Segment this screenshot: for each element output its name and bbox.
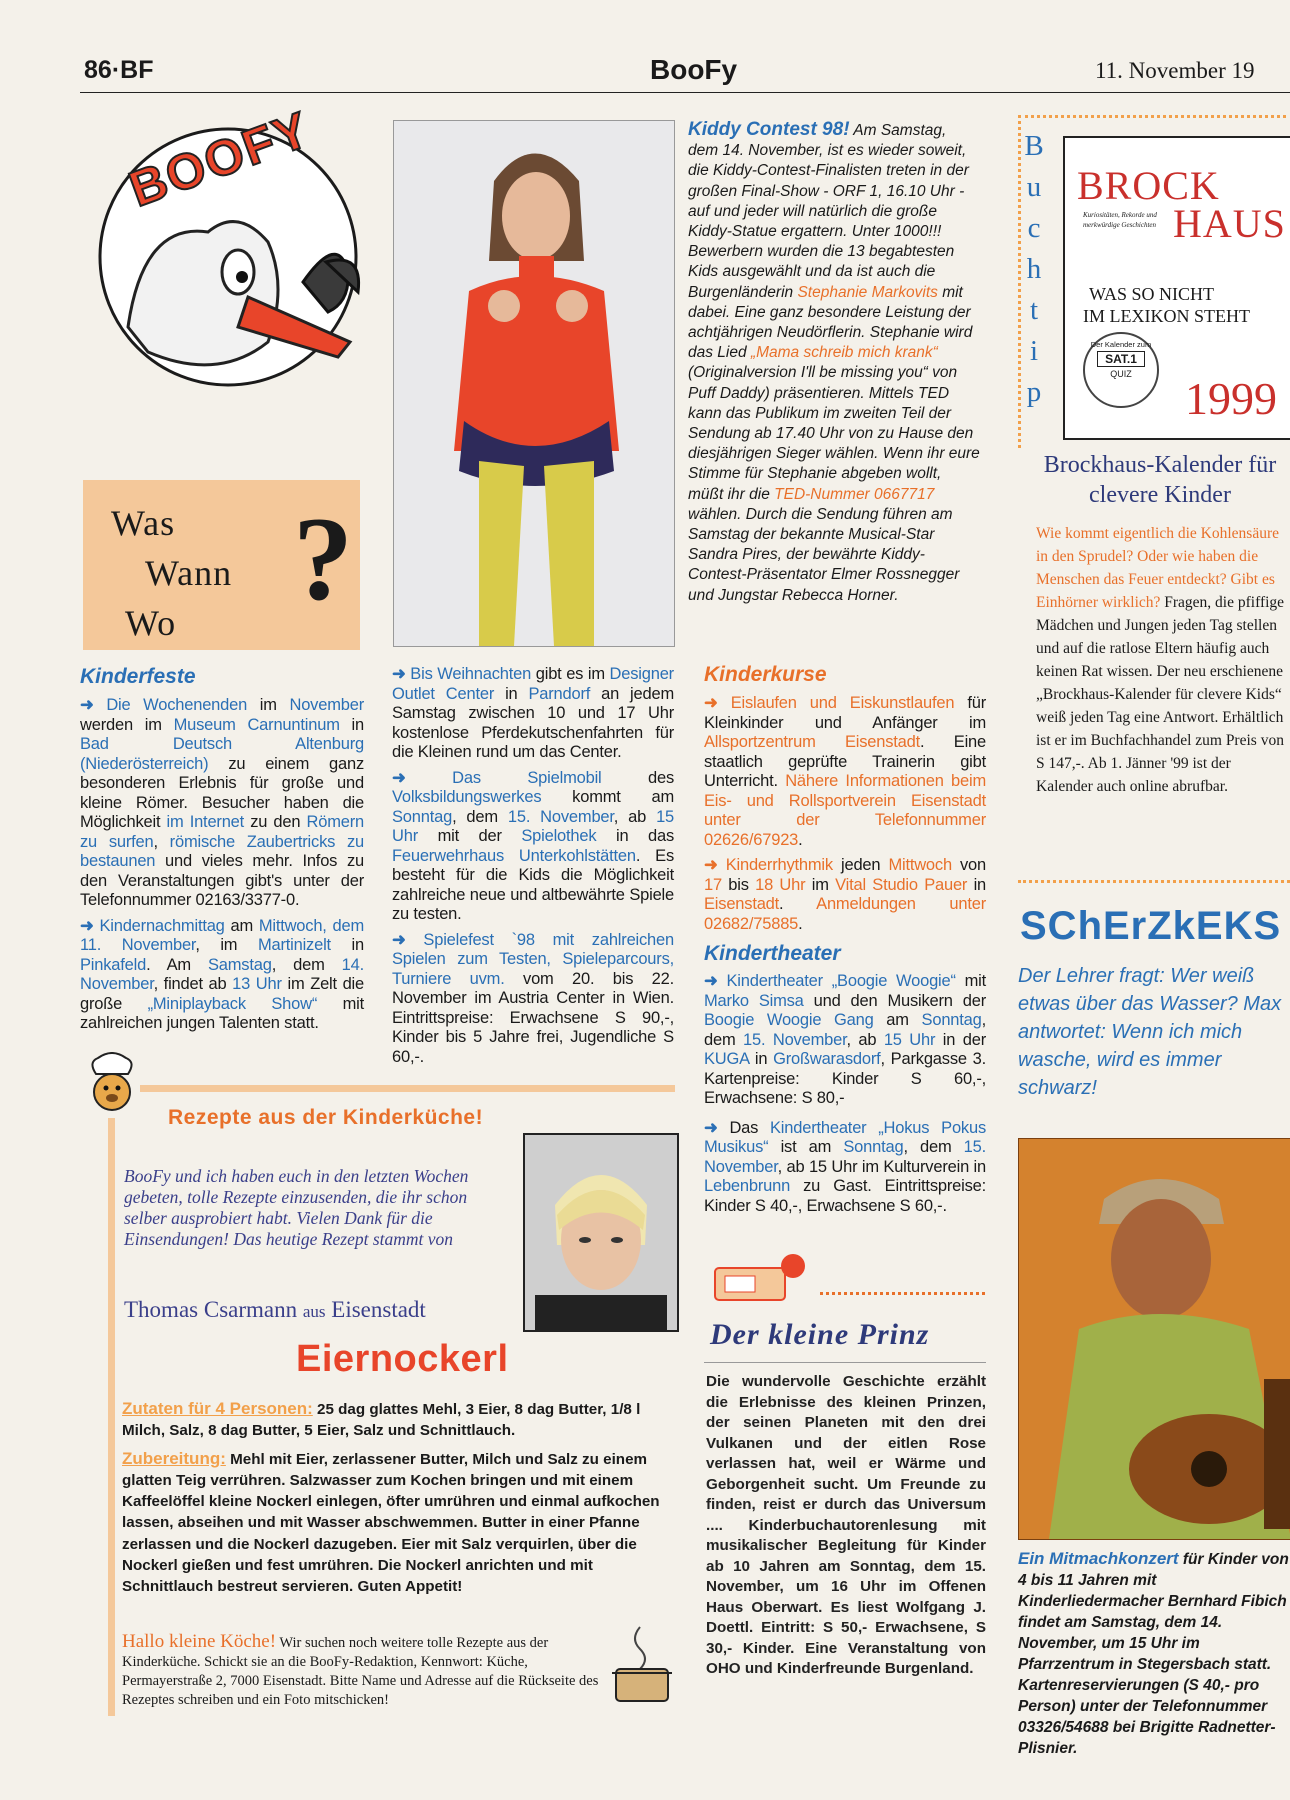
- kinderkurse-heading: Kinderkurse: [704, 663, 827, 686]
- buchtip-letter: i: [1029, 335, 1039, 367]
- text-run: Allsportzentrum Eisenstadt: [704, 733, 921, 751]
- hallo-label: Hallo kleine Köche!: [122, 1631, 277, 1652]
- was-wann-wo-box: [83, 480, 360, 650]
- badge-quiz: QUIZ: [1110, 369, 1132, 379]
- buchtip-letter: c: [1027, 212, 1041, 244]
- sat1-quiz-badge: [1083, 332, 1159, 408]
- text-run: Boogie Woogie Gang: [704, 1011, 874, 1029]
- text-run: , dem: [704, 1011, 986, 1049]
- text-run: römische Zaubertricks zu bestaunen: [80, 832, 364, 870]
- text-run: .: [798, 830, 803, 849]
- text-run: in: [749, 1050, 774, 1068]
- theater-drawing: [705, 1248, 815, 1308]
- text-run: 18 Uhr: [755, 875, 806, 894]
- text-run: Designer Outlet Center: [392, 665, 674, 703]
- text-run: von: [951, 856, 986, 874]
- text-run: , ab: [613, 807, 657, 826]
- buchtip-letter: p: [1026, 376, 1042, 408]
- text-run: im Internet: [166, 813, 245, 831]
- text-run: 14. November: [80, 955, 365, 993]
- zubereitung-text: Mehl mit Eier, zerlassener Butter, Milch und Salz zu einem glatten Teig verrühren. Salzwasser zum Kochen bringen und mit einem Kaffeelöffel kleine Nockerl einlegen, öfter umrühren und einmal aufkochen lassen, abseihen und mit Wasser abschwemmen. Butter in einer Pfanne zerlassen und die Nockerl dazugeben. Eier mit Salz verquirlen, über die Nockerl gießen und fest umrühren. Die Nockerl anrichten und mit Schnittlauch bestreut servieren. Guten Appetit!: [122, 1450, 660, 1596]
- rezept-town: Eisenstadt: [331, 1297, 426, 1322]
- badge-sat: SAT.1: [1097, 351, 1145, 367]
- kinderfeste-text: ➜ Die Wochenenden im November werden im Museum Carnuntinum in Bad Deutsch Altenburg (Niederösterreich) zu einem ganz besonderen Erlebnis für große und kleine Römer. Besucher haben die Möglichkeit im Internet zu den Römern zu surfen, römische Zaubertricks zu bestaunen und vieles mehr. Infos zu den Veranstaltungen gibt's unter der Telefonnummer 02163/3377-0. ➜ Kindernachmittag am Mittwoch, dem 11. November, im Martinizelt in Pinkafeld. Am Samstag, dem 14. November, findet ab 13 Uhr im Zelt die große „Miniplayback Show“ mit zahlreichen jungen Talenten statt.: [80, 696, 365, 1032]
- konzert-body: für Kinder von 4 bis 11 Jahren mit Kinderliedermacher Bernhard Fibich findet am Samstag, dem 14. November, um 15 Uhr im Pfarrzentrum in Stegersbach statt. Kartenreservierungen (S 40,- pro Person) unter der Telefonnummer 03326/54688 bei Brigitte Radnetter-Plisnier.: [1018, 1551, 1289, 1757]
- text-run: Das: [729, 1118, 770, 1137]
- hallo-text: Wir suchen noch weitere tolle Rezepte aus der Kinderküche. Schickt sie an die BooFy-Redaktion, Kennwort: Küche, Permayerstraße 2, 7000 Eisenstadt. Bitte Name und Adresse auf die Rückseite des Rezeptes schreiben und ein Foto mitschicken!: [122, 1635, 599, 1708]
- text-run: Kiddy Contest 98!: [688, 119, 850, 140]
- text-run: Mittwoch, dem 11. November: [80, 916, 364, 954]
- text-run: Großwarasdorf: [773, 1050, 881, 1068]
- text-run: Sonntag: [921, 1011, 982, 1029]
- buchtip-letter: h: [1026, 253, 1042, 285]
- text-run: und vieles mehr. Infos zu den Veranstaltungen gibt's unter der Telefonnummer 02163/3377-0.: [80, 852, 364, 909]
- text-run: , findet ab: [153, 975, 233, 993]
- text-run: Martinizelt: [257, 936, 331, 954]
- text-run: 17: [704, 875, 722, 894]
- text-run: , ab: [846, 1030, 884, 1049]
- text-run: 15. November: [743, 1030, 847, 1049]
- book-sub-1: WAS SO NICHT: [1089, 284, 1215, 304]
- text-run: Am Samstag, dem 14. November, ist es wieder soweit, die Kiddy-Contest-Finalisten treten in der großen Final-Show - ORF 1, 16.10 Uhr - auf und jeder will natürlich die große Kiddy-Statue ergattern. Unter 1000!!! Bewerbern wurden die 13 begabtesten Kids ausgewählt und da ist auch die Burgenländerin: [688, 122, 969, 301]
- text-run: Stephanie Markovits: [797, 283, 938, 301]
- prinz-divider: [820, 1292, 985, 1295]
- text-run: , im: [195, 936, 258, 954]
- rezept-author: Thomas Csarmann: [124, 1297, 298, 1322]
- text-run: Volksbildungswerkes: [392, 788, 542, 806]
- text-run: in: [339, 715, 364, 734]
- brockhaus-orange: Wie kommt eigentlich die Kohlensäure in den Sprudel? Oder wie haben die Menschen das Feuer entdeckt? Gibt es Einhörner wirklich?: [1036, 525, 1279, 611]
- text-run: Bad Deutsch Altenburg (Niederösterreich): [80, 735, 364, 773]
- buchtip-letter: u: [1026, 171, 1042, 203]
- text-run: in: [330, 936, 364, 954]
- brockhaus-text: [1036, 522, 1290, 798]
- rezept-body: [122, 1398, 677, 1598]
- text-run: . Am: [146, 955, 208, 974]
- text-run: zu den: [244, 813, 307, 831]
- book-sub-2: IM LEXIKON STEHT: [1083, 306, 1250, 326]
- header-title: BooFy: [650, 54, 738, 85]
- text-run: des: [601, 768, 674, 787]
- text-run: 15 Uhr: [883, 1030, 936, 1049]
- kinderfeste-heading: Kinderfeste: [80, 665, 196, 688]
- text-run: ,: [153, 832, 170, 851]
- zutaten-label: Zutaten für 4 Personen:: [122, 1399, 313, 1418]
- konzert-text: [1018, 1548, 1290, 1759]
- text-run: Mittwoch: [888, 856, 952, 874]
- buchtip-label: [1018, 126, 1050, 413]
- buchtip-letter: t: [1029, 294, 1039, 326]
- question-mark: ?: [293, 492, 353, 625]
- logo-text: BOOFY: [122, 100, 318, 218]
- text-run: mit dabei. Eine ganz besondere Leistung der achtjährigen Neudörflerin. Stephanie wird das Lied: [688, 283, 973, 362]
- text-run: Feuerwehrhaus Unterkohlstätten: [392, 846, 636, 865]
- prinz-divider-2: [704, 1362, 986, 1363]
- konzert-photo: [1018, 1138, 1290, 1540]
- text-run: werden im: [80, 715, 174, 734]
- middle-events-text: ➜ Bis Weihnachten gibt es im Designer Outlet Center in Parndorf an jedem Samstag zwischen 10 und 17 Uhr kostenlose Pferdekutschenfahrten für die Kleinen rund um das Center. ➜ Das Spielmobil des Volksbildungswerkes kommt am Sonntag, dem 15. November, ab 15 Uhr mit der Spielothek in das Feuerwehrhaus Unterkohlstätten. Es besteht für die Kids die Möglichkeit zahlreiche neue und altbewährte Spiele zu testen. ➜ Spielefest `98 mit zahlreichen Spielen zum Testen, Spieleparcours, Turniere uvm. vom 20. bis 22. November im Austria Center in Wien. Eintrittspreise: Erwachsene S 90,-, Kinder bis 5 Jahre frei, Jugendliche S 60,-.: [392, 665, 675, 1066]
- chef-bear-icon: [84, 1052, 140, 1118]
- www-line-2: Wann: [145, 553, 233, 593]
- kiddy-contest-text: [688, 120, 980, 606]
- text-run: KUGA: [704, 1050, 750, 1068]
- brockhaus-book-cover: [1063, 136, 1290, 440]
- text-run: , Parkgasse 3. Kartenpreise: Kinder S 60,-, Erwachsene: S 80,-: [704, 1050, 986, 1107]
- book-year: 1999: [1185, 373, 1277, 424]
- rezept-author-line: [124, 1297, 426, 1323]
- text-run: Eisenstadt: [704, 895, 780, 913]
- text-run: vom 20. bis 22. November im Austria Center in Wien. Eintrittspreise: Erwachsene S 90,-, Kinder bis 5 Jahre frei, Jugendliche S 60,-.: [392, 969, 674, 1066]
- text-run: mit der: [418, 827, 522, 845]
- text-run: Römern zu surfen: [80, 813, 365, 851]
- text-run: Marko Simsa: [704, 991, 804, 1010]
- text-run: 13 Uhr: [232, 975, 282, 993]
- text-run: Das Spielmobil: [452, 768, 602, 787]
- text-run: ist am: [768, 1138, 844, 1156]
- text-run: bis: [721, 875, 756, 894]
- boofy-logo: [88, 100, 368, 392]
- rezept-top-line: [140, 1085, 675, 1092]
- header-date: 11. November 19: [1095, 58, 1255, 83]
- text-run: Vital Studio Pauer: [835, 875, 968, 894]
- kinderkurse-text: ➜ Eislaufen und Eiskunstlaufen für Kleinkinder und Anfänger im Allsportzentrum Eisenstadt. Eine staatlich geprüfte Trainerin gibt Unterricht. Nähere Informationen beim Eis- und Rollsportverein Eisenstadt unter der Telefonnummer 02626/67923. ➜ Kinderrhythmik jeden Mittwoch von 17 bis 18 Uhr im Vital Studio Pauer in Eisenstadt. Anmeldungen unter 02682/75885.: [704, 694, 987, 933]
- text-run: kommt am: [541, 788, 674, 806]
- text-run: mit zahlreichen jungen Talenten statt.: [80, 994, 364, 1032]
- zutaten-text: 25 dag glattes Mehl, 3 Eier, 8 dag Butter, 1/8 l Milch, Salz, 8 dag Butter, 5 Eier, Salz und Schnittlauch.: [122, 1401, 641, 1440]
- www-line-1: Was: [111, 503, 176, 543]
- text-run: Kinderrhythmik: [725, 856, 833, 874]
- text-run: im Zelt die große: [80, 975, 365, 1013]
- page-number: 86·BF: [84, 56, 154, 84]
- text-run: an jedem Samstag zwischen 10 und 17 Uhr kostenlose Pferdekutschenfahrten für die Kleinen rund um das Center.: [392, 684, 674, 761]
- rezept-left-bar: [108, 1118, 115, 1716]
- rezept-title: Eiernockerl: [296, 1338, 509, 1380]
- cooking-pot-icon: [610, 1625, 674, 1705]
- text-run: Spielothek: [521, 827, 597, 845]
- text-run: zu Gast. Eintrittspreise: Kinder S 40,-, Erwachsene S 60,-.: [704, 1177, 986, 1215]
- text-run: Nähere Informationen beim Eis- und Rollsportverein Eisenstadt unter der Telefonnummer 02626/67923: [704, 772, 986, 849]
- kiddy-photo: [393, 120, 675, 647]
- text-run: (Originalversion I'll be missing you“ von Puff Daddy) präsentieren. Mittels TED kann das Publikum im zweiten Teil der Sendung ab 17.40 Uhr von zu Hause den diesjährigen Sieger wählen. Wenn ihr eure Stimme für Stephanie abgeben wollt, müßt ihr die: [688, 364, 980, 503]
- text-run: zu einem ganz besonderen Erlebnis für große und kleine Römer. Besucher haben die Möglichkeit: [80, 754, 364, 831]
- text-run: am: [224, 916, 259, 935]
- text-run: Spielefest `98 mit zahlreichen Spielen zum Testen, Spieleparcours, Turniere uvm.: [392, 930, 674, 988]
- text-run: .: [779, 895, 817, 913]
- text-run: Die Wochenenden: [106, 696, 248, 714]
- text-run: Pinkafeld: [80, 955, 147, 974]
- text-run: „Mama schreib mich krank“: [750, 344, 938, 362]
- text-run: 15. November: [704, 1138, 987, 1176]
- prinz-text: Die wundervolle Geschichte erzählt die Erlebnisse des kleinen Prinzen, der seinen Planeten mit den drei Vulkanen und der eitlen Rose verlassen hat, weil er Wärme und Geborgenheit sucht. Um Freunde zu finden, reist er durch das Universum .... Kinderbuchautorenlesung mit musikalischer Begleitung für Kinder ab 10 Jahren am Sonntag, dem 15. November, um 16 Uhr im Offenen Haus Oberwart. Es liest Wolfgang J. Doettl. Eintritt: S 50,- Erwachsene, S 30,- Kinder. Eine Veranstaltung von OHO und Kinderfreunde Burgenland.: [706, 1373, 986, 1677]
- text-run: 15. November: [507, 807, 614, 826]
- text-run: im: [247, 696, 290, 714]
- text-run: TED-Nummer 0667717: [774, 485, 935, 503]
- text-run: am: [873, 1011, 922, 1029]
- text-run: Sonntag: [843, 1138, 904, 1156]
- text-run: Museum Carnuntinum: [173, 715, 340, 734]
- text-run: , dem: [903, 1138, 964, 1156]
- text-run: in: [494, 684, 529, 703]
- scherzkeks-title: SChErZkEKS: [1020, 904, 1282, 948]
- text-run: Kindernachmittag: [99, 916, 225, 935]
- prinz-heading: Der kleine Prinz: [710, 1318, 930, 1351]
- text-run: wählen. Durch die Sendung führen am Samstag der bekannte Musical-Star Sandra Pires, der bewährte Kiddy-Contest-Präsentator Elmer Rossnegger und Jungstar Rebecca Horner.: [688, 505, 960, 604]
- book-small-text: Kuriositäten, Rekorde und merkwürdige Geschichten: [1083, 211, 1157, 229]
- kindertheater-heading: Kindertheater: [704, 942, 841, 965]
- scherzkeks-text: Der Lehrer fragt: Wer weiß etwas über das Wasser? Max antwortet: Wenn ich mich wasche, wird es immer schwarz!: [1018, 965, 1282, 1099]
- text-run: Bis Weihnachten: [410, 665, 532, 683]
- text-run: Kindertheater „Boogie Woogie“: [726, 972, 956, 990]
- text-run: jeden: [832, 856, 889, 874]
- text-run: für Kleinkinder und Anfänger im: [704, 694, 986, 732]
- konzert-lead: Ein Mitmachkonzert: [1018, 1549, 1179, 1568]
- text-run: . Es besteht für die Kids die Möglichkeit zahlreiche neue und altbewährte Spiele zu testen.: [392, 846, 674, 923]
- text-run: und den Musikern der: [803, 991, 987, 1010]
- text-run: November: [289, 696, 364, 714]
- text-run: . Eine staatlich geprüfte Trainerin gibt Unterricht.: [704, 733, 986, 790]
- text-run: , ab 15 Uhr im Kulturverein in: [777, 1157, 986, 1176]
- text-run: Lebenbrunn: [704, 1177, 791, 1195]
- text-run: , dem: [452, 807, 508, 826]
- text-run: .: [798, 914, 803, 933]
- badge-kal: Der Kalender zum: [1090, 340, 1152, 349]
- buchtip-bottom-frame: [1018, 880, 1290, 883]
- text-run: im: [805, 875, 836, 894]
- text-run: in das: [596, 827, 675, 845]
- text-run: Eislaufen und Eiskunstlaufen: [730, 694, 955, 712]
- text-run: Kindertheater „Hokus Pokus Musikus“: [704, 1118, 986, 1156]
- zubereitung-label: Zubereitung:: [122, 1448, 226, 1468]
- kindertheater-text: ➜ Kindertheater „Boogie Woogie“ mit Marko Simsa und den Musikern der Boogie Woogie Gang am Sonntag, dem 15. November, ab 15 Uhr in der KUGA in Großwarasdorf, Parkgasse 3. Kartenpreise: Kinder S 60,-, Erwachsene: S 80,- ➜ Das Kindertheater „Hokus Pokus Musikus“ ist am Sonntag, dem 15. November, ab 15 Uhr im Kulturverein in Lebenbrunn zu Gast. Eintrittspreise: Kinder S 40,-, Erwachsene S 60,-.: [704, 972, 987, 1215]
- brockhaus-black: Fragen, die pfiffige Mädchen und Jungen jeden Tag stellen und auf die ratlose Eltern häufig auch keinen Rat wissen. Der neu erschienene „Brockhaus-Kalender für clevere Kids“ weiß jeden Tag eine Antwort. Erhältlich ist er im Buchfachhandel zum Preis von S 147,-. Ab 1. Jänner '99 ist der Kalender auch online abrufbar.: [1036, 594, 1285, 795]
- rezept-hallo: [122, 1632, 602, 1710]
- rezept-aus: aus: [302, 1302, 326, 1321]
- book-title-1: BROCK: [1077, 163, 1220, 208]
- boy-photo: [523, 1133, 679, 1332]
- text-run: in der: [935, 1030, 986, 1049]
- text-run: , dem: [271, 955, 342, 974]
- text-run: gibt es im: [531, 665, 610, 683]
- text-run: Parndorf: [528, 684, 591, 703]
- brockhaus-title: Brockhaus-Kalender für clevere Kinder: [1043, 452, 1277, 508]
- rezept-heading: Rezepte aus der Kinderküche!: [168, 1106, 484, 1129]
- text-run: 15 Uhr: [392, 807, 675, 845]
- www-line-3: Wo: [125, 603, 177, 643]
- text-run: mit: [955, 972, 987, 990]
- text-run: Samstag: [207, 955, 272, 974]
- book-title-2: HAUS: [1173, 201, 1286, 246]
- rezept-intro: BooFy und ich haben euch in den letzten Wochen gebeten, tolle Rezepte einzusenden, die ihr schon selber ausprobiert habt. Vielen Dank für die Einsendungen! Das heutige Rezept stammt von: [124, 1166, 469, 1249]
- page-header: [80, 52, 1290, 93]
- text-run: „Miniplayback Show“: [147, 994, 318, 1013]
- buchtip-letter: B: [1024, 130, 1044, 162]
- text-run: in: [967, 875, 987, 894]
- text-run: Anmeldungen unter 02682/75885: [704, 895, 986, 933]
- text-run: Sonntag: [392, 807, 453, 826]
